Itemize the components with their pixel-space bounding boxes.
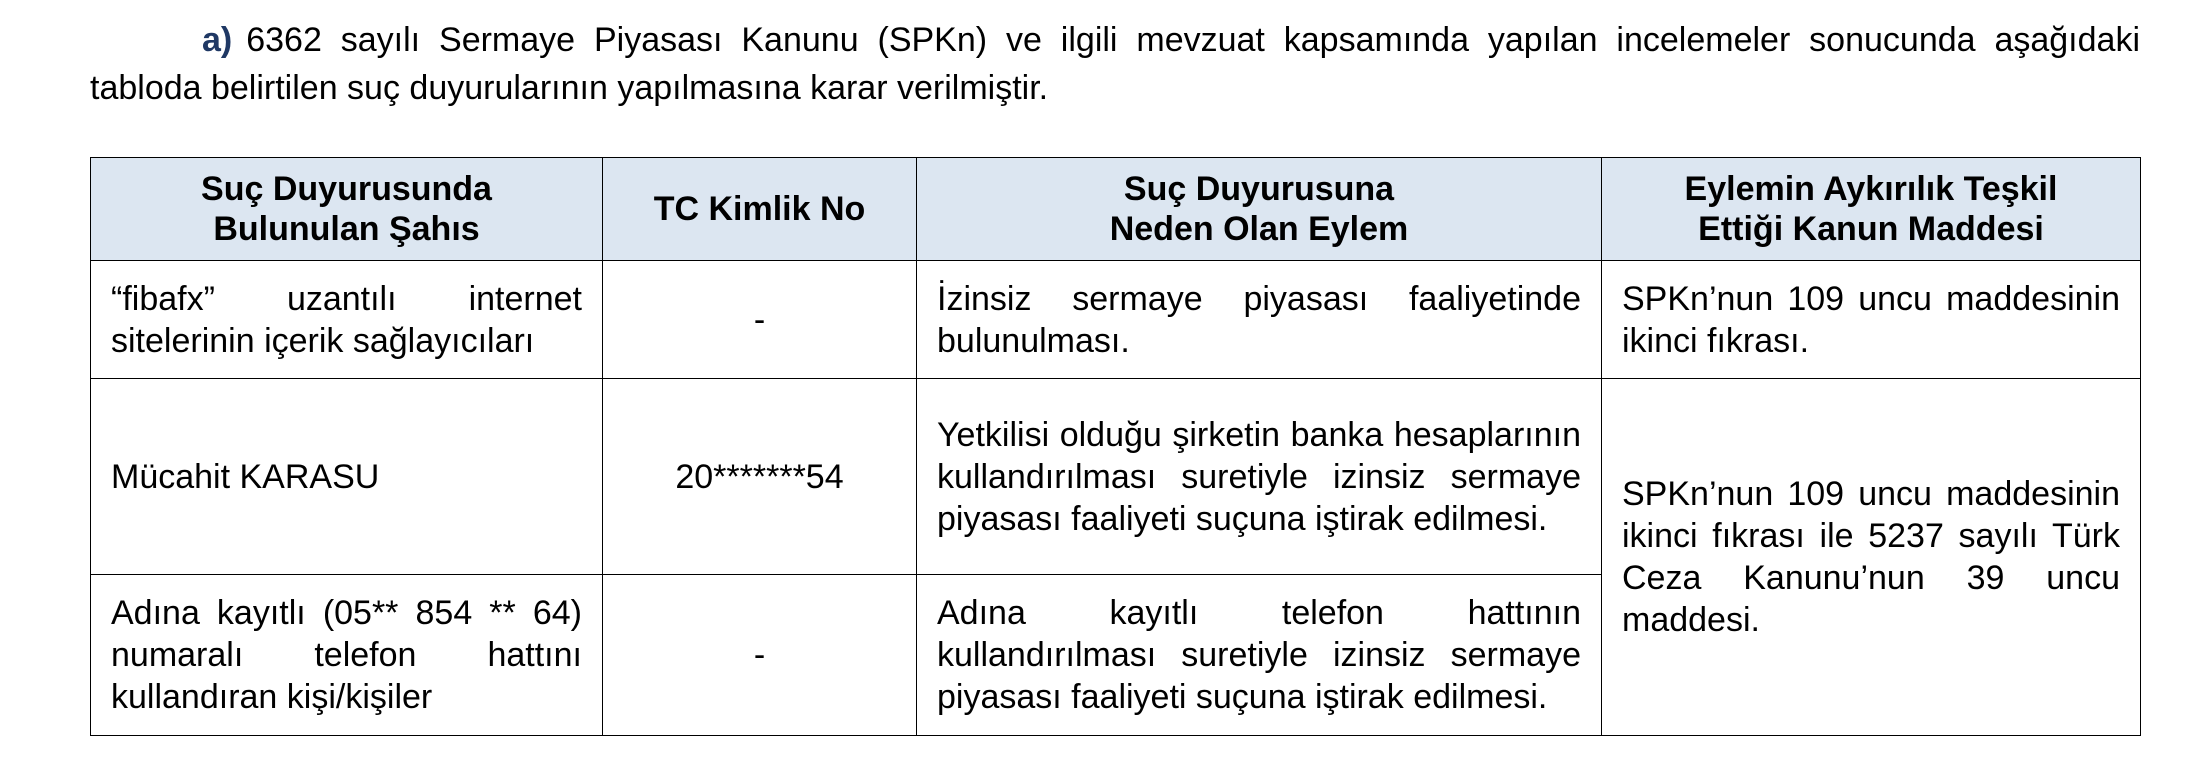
criminal-complaints-table — [90, 157, 2141, 736]
cell-law: SPKn’nun 109 uncu maddesinin ikinci fıkrası. — [1602, 261, 2141, 379]
header-action: Suç Duyurusuna Neden Olan Eylem — [917, 158, 1602, 261]
table-header-row — [91, 158, 2141, 261]
cell-tc-no: - — [603, 261, 917, 379]
table-row — [91, 379, 2141, 575]
header-law: Eylemin Aykırılık Teşkil Ettiği Kanun Maddesi — [1602, 158, 2141, 261]
cell-action: İzinsiz sermaye piyasası faaliyetinde bulunulması. — [917, 261, 1602, 379]
cell-person: Adına kayıtlı (05** 854 ** 64) numaralı telefon hattını kullandıran kişi/kişiler — [91, 575, 603, 736]
intro-line-2: tabloda belirtilen suç duyurularının yapılmasına karar verilmiştir. — [90, 69, 1049, 107]
header-tc-no: TC Kimlik No — [603, 158, 917, 261]
cell-law-merged: SPKn’nun 109 uncu maddesinin ikinci fıkrası ile 5237 sayılı Türk Ceza Kanunu’nun 39 uncu maddesi. — [1602, 379, 2141, 736]
cell-tc-no: 20*******54 — [603, 379, 917, 575]
cell-action: Yetkilisi olduğu şirketin banka hesaplarının kullandırılması suretiyle izinsiz sermaye piyasası faaliyeti suçuna iştirak edilmesi. — [917, 379, 1602, 575]
cell-person: Mücahit KARASU — [91, 379, 603, 575]
intro-line-1: 6362 sayılı Sermaye Piyasası Kanunu (SPKn) ve ilgili mevzuat kapsamında yapılan incelemeler sonucunda aşağıdaki — [246, 21, 2140, 59]
cell-action: Adına kayıtlı telefon hattının kullandırılması suretiyle izinsiz sermaye piyasası faaliyeti suçuna iştirak edilmesi. — [917, 575, 1602, 736]
cell-person: “fibafx” uzantılı internet sitelerinin içerik sağlayıcıları — [91, 261, 603, 379]
table-row — [91, 261, 2141, 379]
header-person: Suç Duyurusunda Bulunulan Şahıs — [91, 158, 603, 261]
cell-tc-no: - — [603, 575, 917, 736]
intro-first-line — [90, 16, 2140, 64]
item-label: a) — [202, 21, 233, 59]
intro-paragraph — [90, 16, 2140, 112]
